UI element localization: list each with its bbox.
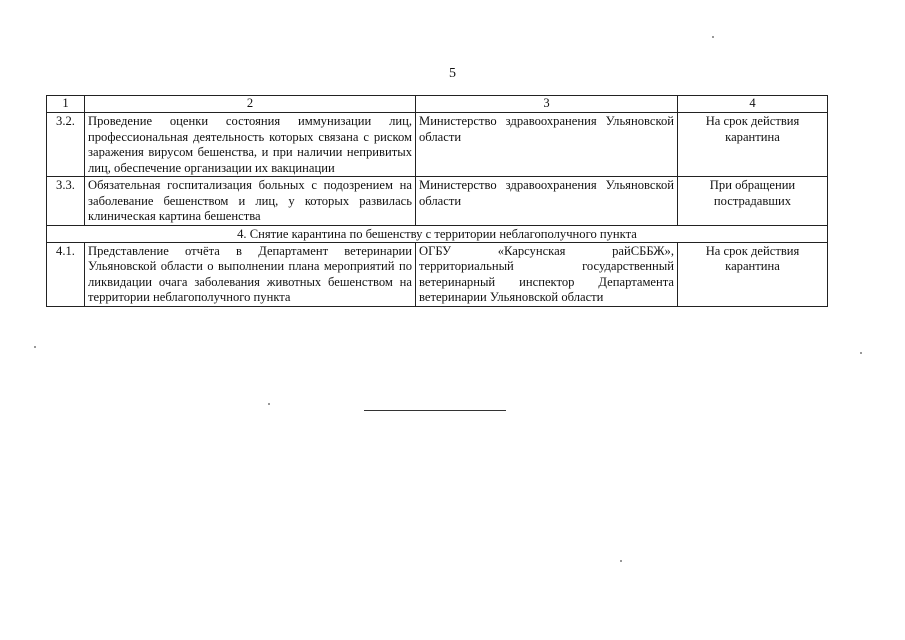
header-cell-1: 1 [47, 96, 85, 113]
measures-table [46, 95, 828, 307]
section-row [47, 225, 828, 242]
table-row [47, 242, 828, 306]
table-row [47, 113, 828, 177]
row-responsible: ОГБУ «Карсунская райСББЖ», территориальный государственный ветеринарный инспектор Департамента ветеринарии Ульяновской области [416, 242, 678, 306]
header-cell-2: 2 [85, 96, 416, 113]
row-number: 3.2. [47, 113, 85, 177]
scan-speck [860, 352, 862, 354]
row-term: На срок действия карантина [678, 113, 828, 177]
row-number: 4.1. [47, 242, 85, 306]
scan-speck [34, 346, 36, 348]
row-description: Обязательная госпитализация больных с подозрением на заболевание бешенством и лиц, у которых развилась клиническая картина бешенства [85, 177, 416, 226]
page-number: 5 [449, 66, 456, 81]
scan-speck [268, 403, 270, 405]
header-cell-3: 3 [416, 96, 678, 113]
table-header-row [47, 96, 828, 113]
end-divider-line [364, 410, 506, 411]
row-term: При обращении пострадавших [678, 177, 828, 226]
table-row [47, 177, 828, 226]
row-number: 3.3. [47, 177, 85, 226]
row-term: На срок действия карантина [678, 242, 828, 306]
row-description: Представление отчёта в Департамент ветеринарии Ульяновской области о выполнении плана мероприятий по ликвидации очага заболевания животных бешенством на территории неблагополучного пункта [85, 242, 416, 306]
row-description: Проведение оценки состояния иммунизации лиц, профессиональная деятельность которых связана с риском заражения вирусом бешенства, и при наличии непривитых лиц, обеспечение организации их вакцинации [85, 113, 416, 177]
scan-speck [712, 36, 714, 38]
scan-speck [620, 560, 622, 562]
section-title: 4. Снятие карантина по бешенству с территории неблагополучного пункта [47, 225, 828, 242]
header-cell-4: 4 [678, 96, 828, 113]
row-responsible: Министерство здравоохранения Ульяновской области [416, 113, 678, 177]
row-responsible: Министерство здравоохранения Ульяновской области [416, 177, 678, 226]
